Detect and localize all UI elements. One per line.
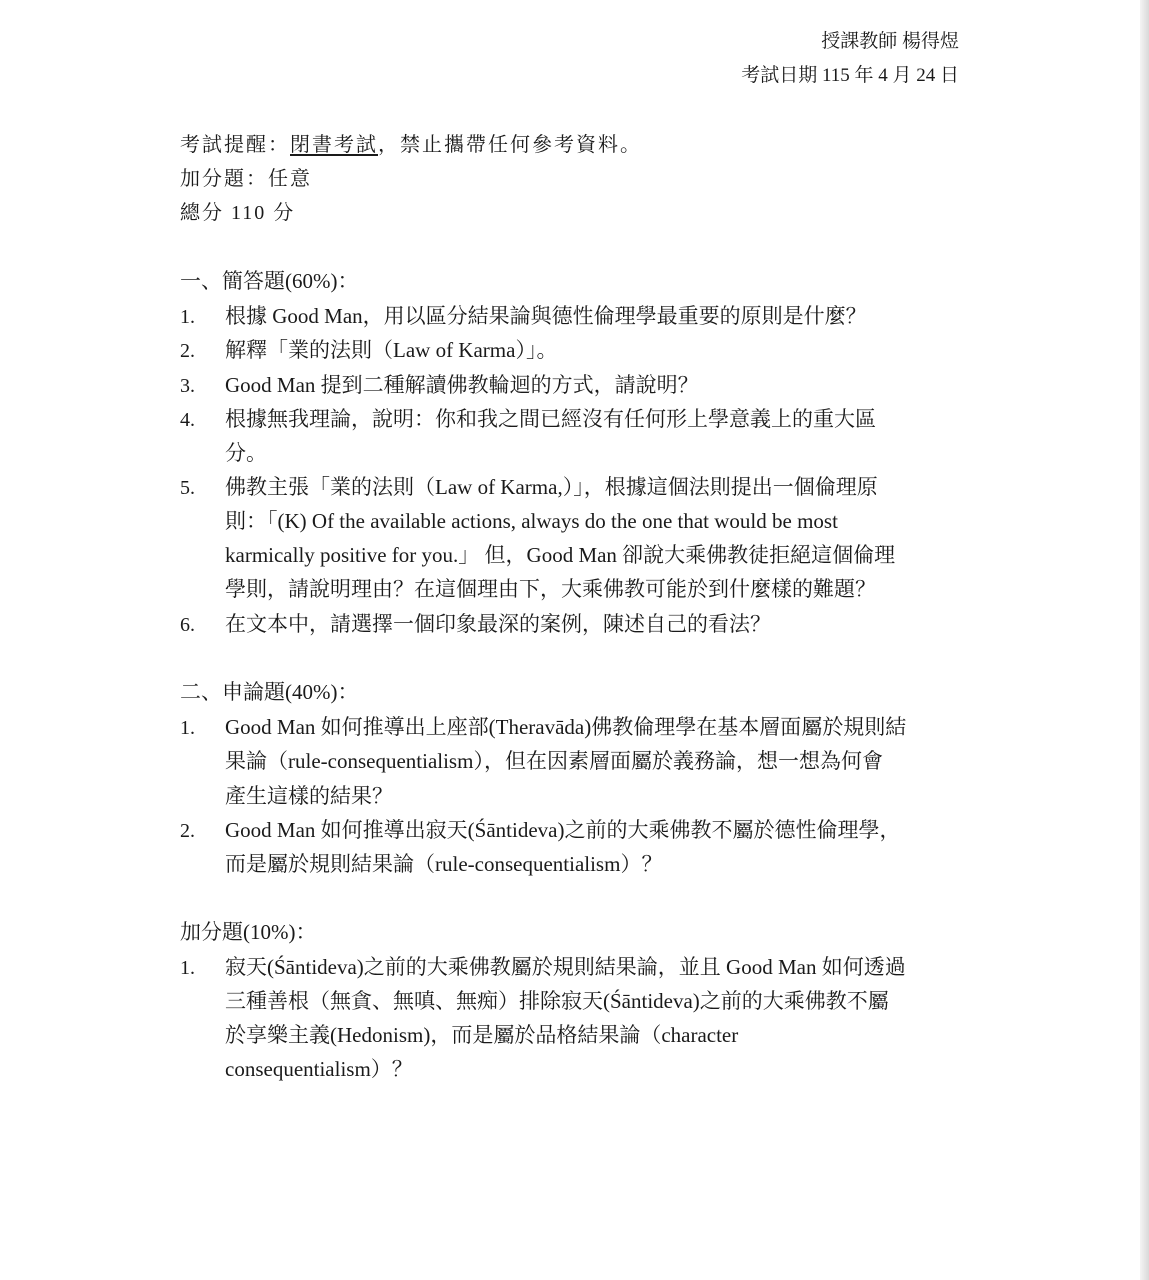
- question-text-line: Good Man 如何推導出寂天(Śāntideva)之前的大乘佛教不屬於德性倫理學，: [225, 818, 901, 842]
- question-number: 4.: [180, 409, 195, 431]
- exam-date-line: 考試日期 115 年 4 月 24 日: [741, 65, 959, 86]
- instructor-line: 授課教師 楊得煜: [821, 31, 959, 52]
- question-number: 2.: [180, 340, 195, 362]
- question-text-line: 三種善根（無貪、無嗔、無痴）排除寂天(Śāntideva)之前的大乘佛教不屬: [225, 989, 889, 1013]
- reminder-prefix: 考試提醒：: [180, 134, 290, 156]
- page-edge-shadow: [1140, 0, 1149, 1280]
- question-text-line: 於享樂主義(Hedonism)，而是屬於品格結果論（character: [225, 1023, 739, 1047]
- question-number: 1.: [180, 957, 195, 979]
- question-text-line: 分。: [225, 441, 267, 465]
- question-text-line: 根據無我理論，說明：你和我之間已經沒有任何形上學意義上的重大區: [225, 407, 876, 431]
- question-number: 2.: [180, 820, 195, 842]
- question-text-line: 寂天(Śāntideva)之前的大乘佛教屬於規則結果論，並且 Good Man 如何透過: [225, 955, 906, 979]
- question-number: 1.: [180, 306, 195, 328]
- question-number: 5.: [180, 477, 195, 499]
- question-text-line: Good Man 提到二種解讀佛教輪迴的方式，請說明？: [225, 373, 699, 397]
- question-text-line: karmically positive for you.」 但，Good Man 卻說大乘佛教徒拒絕這個倫理: [225, 543, 896, 567]
- question-text-line: Good Man 如何推導出上座部(Theravāda)佛教倫理學在基本層面屬於規則結: [225, 715, 907, 739]
- section-title-bonus: 加分題(10%)：: [180, 920, 317, 944]
- section-title-essay: 二、申論題(40%)：: [180, 680, 359, 704]
- question-text-line: 學則，請說明理由？在這個理由下，大乘佛教可能於到什麼樣的難題？: [225, 577, 876, 601]
- reminder-closed-book: 閉書考試: [290, 134, 378, 156]
- question-text-line: 則：「(K) Of the available actions, always do the one that would be most: [225, 509, 838, 533]
- question-text-line: 果論（rule-consequentialism），但在因素層面屬於義務論，想一想為何會: [225, 749, 883, 773]
- exam-reminder: [180, 132, 642, 158]
- question-text-line: 根據 Good Man，用以區分結果論與德性倫理學最重要的原則是什麼？: [225, 304, 867, 328]
- question-number: 1.: [180, 717, 195, 739]
- question-number: 3.: [180, 375, 195, 397]
- question-number: 6.: [180, 614, 195, 636]
- question-text-line: 佛教主張「業的法則（Law of Karma,）」，根據這個法則提出一個倫理原: [225, 475, 878, 499]
- question-text-line: consequentialism）？: [225, 1057, 413, 1081]
- section-title-short-answer: 一、簡答題(60%)：: [180, 269, 359, 293]
- question-text-line: 解釋「業的法則（Law of Karma）」。: [225, 338, 558, 362]
- bonus-note: 加分題：任意: [180, 168, 312, 190]
- reminder-suffix: ，禁止攜帶任何參考資料。: [378, 134, 642, 156]
- question-text-line: 而是屬於規則結果論（rule-consequentialism）？: [225, 852, 663, 876]
- question-text-line: 產生這樣的結果？: [225, 784, 393, 808]
- total-score: 總分 110 分: [180, 202, 296, 224]
- question-text-line: 在文本中，請選擇一個印象最深的案例，陳述自己的看法？: [225, 612, 771, 636]
